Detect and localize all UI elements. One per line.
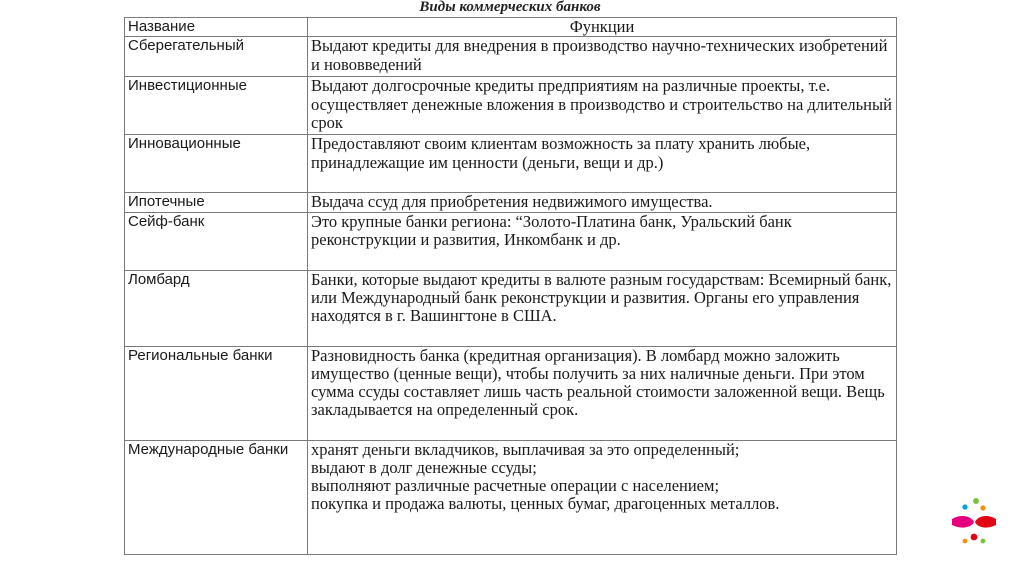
bank-name: Сберегательный	[125, 37, 308, 77]
bank-function: Это крупные банки региона: “Золото-Платина банк, Уральский банк реконструкции и развития, Инкомбанк и др.	[308, 212, 897, 270]
bank-name: Сейф-банк	[125, 212, 308, 270]
logo-dot-red	[971, 534, 978, 541]
table-row	[125, 37, 897, 77]
table-row	[125, 77, 897, 135]
logo-dot-orange	[980, 505, 985, 510]
bank-function: Предоставляют своим клиентам возможность за плату хранить любые, принадлежащие им ценности (деньги, вещи и др.)	[308, 135, 897, 193]
page-title: Виды коммерческих банков	[419, 0, 601, 15]
bank-name: Региональные банки	[125, 346, 308, 440]
bank-name: Инновационные	[125, 135, 308, 193]
logo-petal-right	[975, 516, 996, 528]
bank-name: Ломбард	[125, 270, 308, 346]
bank-function: хранят деньги вкладчиков, выплачивая за это определенный; выдают в долг денежные ссуды; выполняют различные расчетные операции с населением; покупка и продажа валюты, ценных бумаг, драгоценных металлов.	[308, 440, 897, 554]
table-row	[125, 193, 897, 212]
logo-dot-lightgreen	[981, 539, 986, 544]
bank-function: Выдают кредиты для внедрения в производство научно-технических изобретений и нововведений	[308, 37, 897, 77]
logo-dot-green	[973, 498, 979, 504]
header-functions: Функции	[308, 18, 897, 37]
bank-name: Инвестиционные	[125, 77, 308, 135]
bank-types-table	[124, 17, 897, 555]
table-row	[125, 212, 897, 270]
logo-dot-blue	[962, 504, 967, 509]
logo-dot-yellow	[963, 539, 968, 544]
bank-function: Выдают долгосрочные кредиты предприятиям на различные проекты, т.е. осуществляет денежные вложения в производство и строительство на длительный срок	[308, 77, 897, 135]
logo-petal-left	[952, 516, 974, 528]
table-row	[125, 270, 897, 346]
bank-name: Международные банки	[125, 440, 308, 554]
table-row	[125, 346, 897, 440]
bank-name: Ипотечные	[125, 193, 308, 212]
table-row	[125, 135, 897, 193]
bank-function: Выдача ссуд для приобретения недвижимого имущества.	[308, 193, 897, 212]
table-row	[125, 440, 897, 554]
bank-function: Банки, которые выдают кредиты в валюте разным государствам: Всемирный банк, или Международный банк реконструкции и развития. Органы его управления находятся в г. Вашингтоне в США.	[308, 270, 897, 346]
header-name: Название	[125, 18, 308, 37]
bank-function: Разновидность банка (кредитная организация). В ломбард можно заложить имущество (ценные вещи), чтобы получить за них наличные деньги. При этом сумма ссуды составляет лишь часть реальной стоимости заложенной вещи. Вещь закладывается на определенный срок.	[308, 346, 897, 440]
table-header-row	[125, 18, 897, 37]
colorful-dots-logo-icon	[950, 497, 998, 549]
